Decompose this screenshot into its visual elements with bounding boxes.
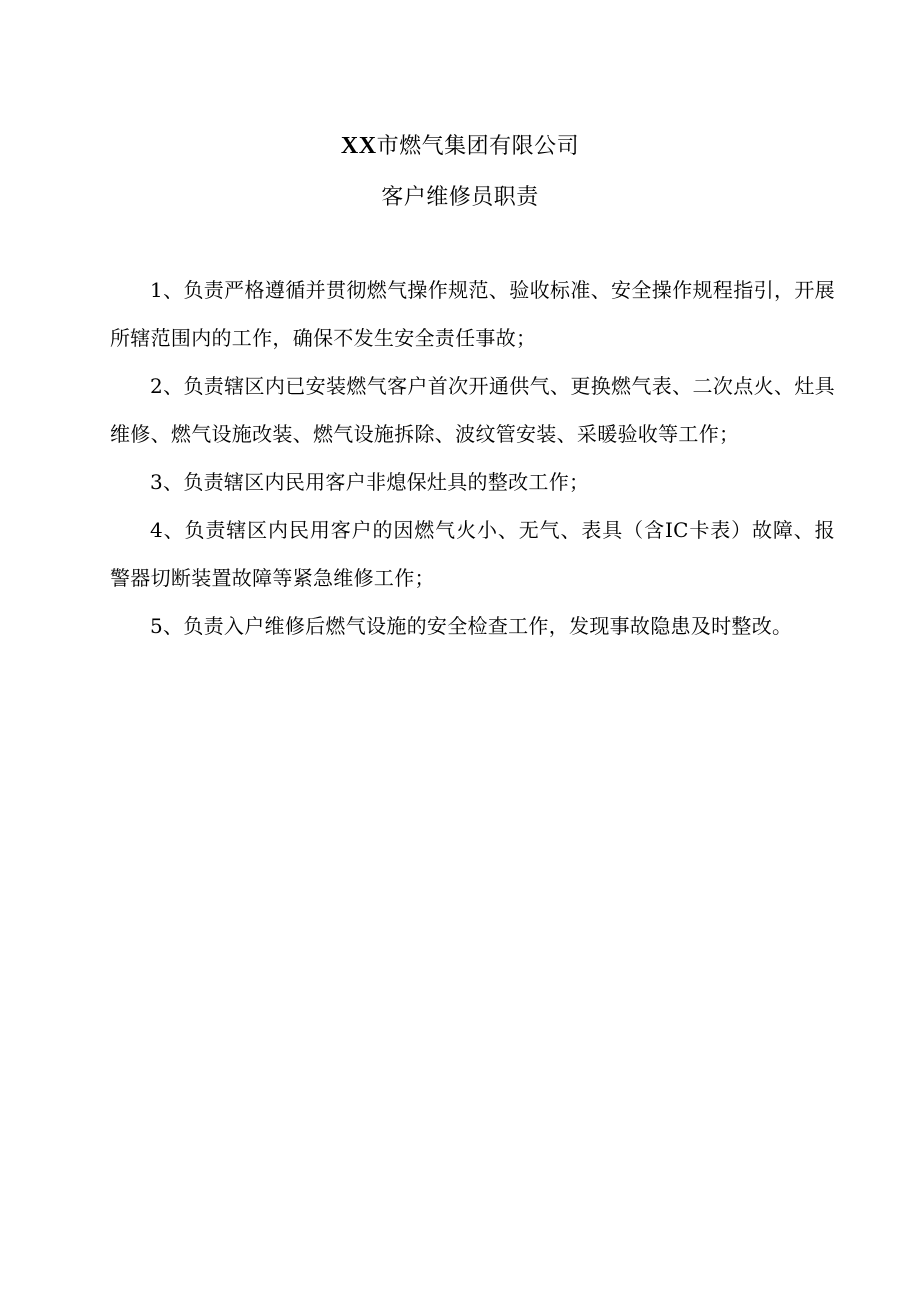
duty-paragraph-2: 2、负责辖区内已安装燃气客户首次开通供气、更换燃气表、二次点火、灶具维修、燃气设施改装、燃气设施拆除、波纹管安装、采暖验收等工作； bbox=[110, 374, 835, 446]
company-title-prefix: XX bbox=[340, 133, 377, 159]
document-body bbox=[110, 266, 835, 650]
company-title bbox=[0, 126, 920, 166]
company-title-name: 市燃气集团有限公司 bbox=[376, 134, 580, 159]
duty-paragraph-4: 4、负责辖区内民用客户的因燃气火小、无气、表具（含IC卡表）故障、报警器切断装置故障等紧急维修工作； bbox=[110, 518, 835, 590]
title-block bbox=[0, 126, 920, 218]
duty-paragraph-3: 3、负责辖区内民用客户非熄保灶具的整改工作； bbox=[150, 470, 590, 494]
duty-paragraph-5: 5、负责入户维修后燃气设施的安全检查工作，发现事故隐患及时整改。 bbox=[150, 614, 793, 638]
duty-paragraph-1: 1、负责严格遵循并贯彻燃气操作规范、验收标准、安全操作规程指引，开展所辖范围内的工作，确保不发生安全责任事故； bbox=[110, 278, 835, 350]
document-subtitle: 客户维修员职责 bbox=[381, 185, 539, 210]
